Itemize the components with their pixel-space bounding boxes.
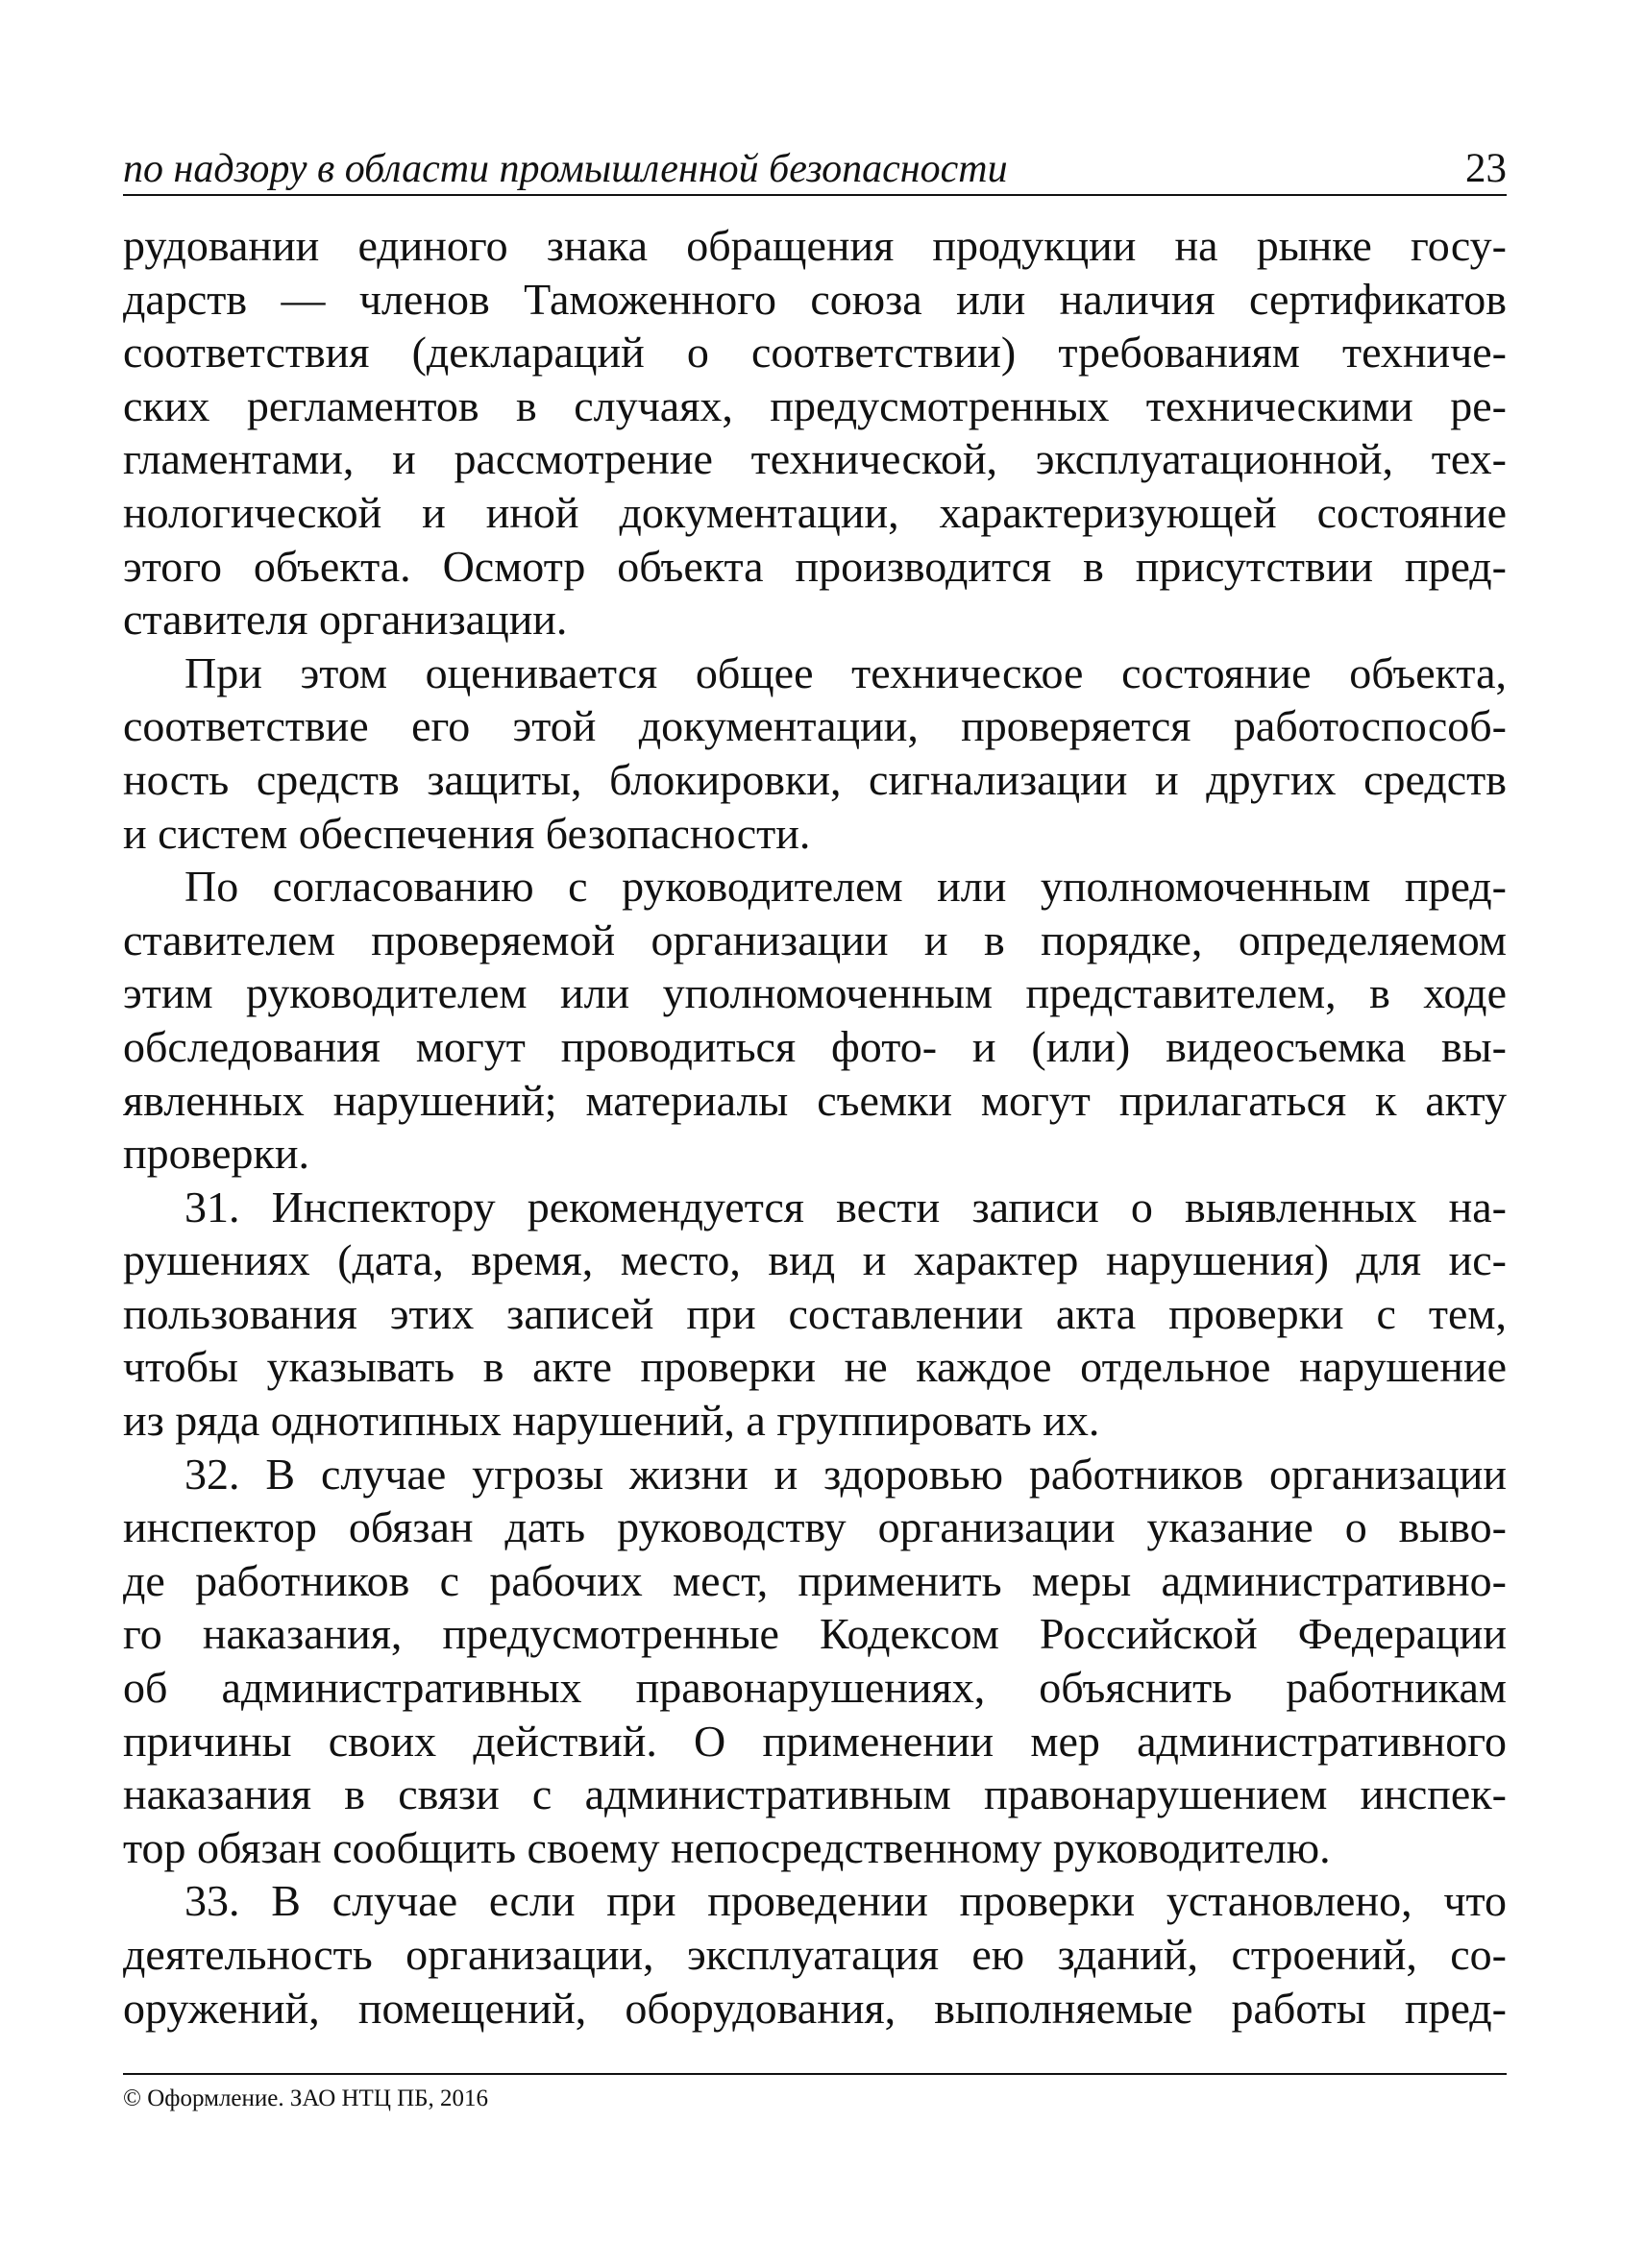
text-line: этим руководителем или уполномоченным представителем, в ходе [123,968,1507,1018]
text-line: рушениях (дата, время, место, вид и характер нарушения) для ис- [123,1235,1507,1285]
text-line: 33. В случае если при проведении проверки установлено, что [184,1876,1507,1926]
text-line: явленных нарушений; материалы съемки могут прилагаться к акту [123,1075,1507,1125]
text-line: При этом оценивается общее техническое состояние объекта, [184,647,1507,697]
paragraph [123,1181,1507,1448]
text-line: об административных правонарушениях, объяснить работникам [123,1663,1507,1713]
text-line: По согласованию с руководителем или уполномоченным пред- [184,862,1507,912]
text-line: причины своих действий. О применении мер административного [123,1716,1507,1766]
text-line: 32. В случае угрозы жизни и здоровью работников организации [184,1449,1507,1499]
text-line: этого объекта. Осмотр объекта производится в присутствии пред- [123,541,1507,591]
running-header [123,144,1507,196]
text-line: инспектор обязан дать руководству организации указание о выво- [123,1502,1507,1552]
text-line: ских регламентов в случаях, предусмотренных техническими ре- [123,380,1507,430]
text-line: ность средств защиты, блокировки, сигнализации и других средств [123,754,1507,804]
running-title: по надзору в области промышленной безопасности [123,147,1008,191]
text-line: соответствие его этой документации, проверяется работоспособ- [123,701,1507,751]
text-line: пользования этих записей при составлении акта проверки с тем, [123,1288,1507,1338]
paragraph [123,860,1507,1181]
text-line: гламентами, и рассмотрение технической, эксплуатационной, тех- [123,434,1507,484]
text-line: рудовании единого знака обращения продукции на рынке госу- [123,221,1507,270]
paragraph [123,1448,1507,1875]
text-line: ставителя организации. [123,595,568,645]
text-line: го наказания, предусмотренные Кодексом Российской Федерации [123,1609,1507,1659]
text-line: де работников с рабочих мест, применить меры административно- [123,1555,1507,1605]
text-line: проверки. [123,1129,309,1179]
text-line: соответствия (деклараций о соответствии) требованиям техниче- [123,328,1507,378]
copyright-note: © Оформление. ЗАО НТЦ ПБ, 2016 [123,2085,489,2111]
paragraph [123,219,1507,646]
text-line: и систем обеспечения безопасности. [123,808,811,858]
page-number: 23 [1465,146,1507,191]
text-line: наказания в связи с административным правонарушением инспек- [123,1769,1507,1819]
text-line: 31. Инспектору рекомендуется вести записи о выявленных на- [184,1182,1507,1232]
text-line: чтобы указывать в акте проверки не каждое отдельное нарушение [123,1342,1507,1392]
paragraph [123,1874,1507,2035]
text-line: ставителем проверяемой организации и в порядке, определяемом [123,915,1507,964]
text-line: деятельность организации, эксплуатация ею зданий, строений, со- [123,1930,1507,1979]
body-text [123,219,1507,2035]
text-line: из ряда однотипных нарушений, а группировать их. [123,1396,1100,1446]
paragraph [123,646,1507,860]
text-line: обследования могут проводиться фото- и (или) видеосъемка вы- [123,1021,1507,1071]
footer-divider [123,2073,1507,2075]
text-line: тор обязан сообщить своему непосредственному руководителю. [123,1822,1331,1872]
text-line: дарств — членов Таможенного союза или наличия сертификатов [123,274,1507,324]
text-line: оружений, помещений, оборудования, выполняемые работы пред- [123,1983,1507,2033]
text-line: нологической и иной документации, характеризующей состояние [123,487,1507,537]
